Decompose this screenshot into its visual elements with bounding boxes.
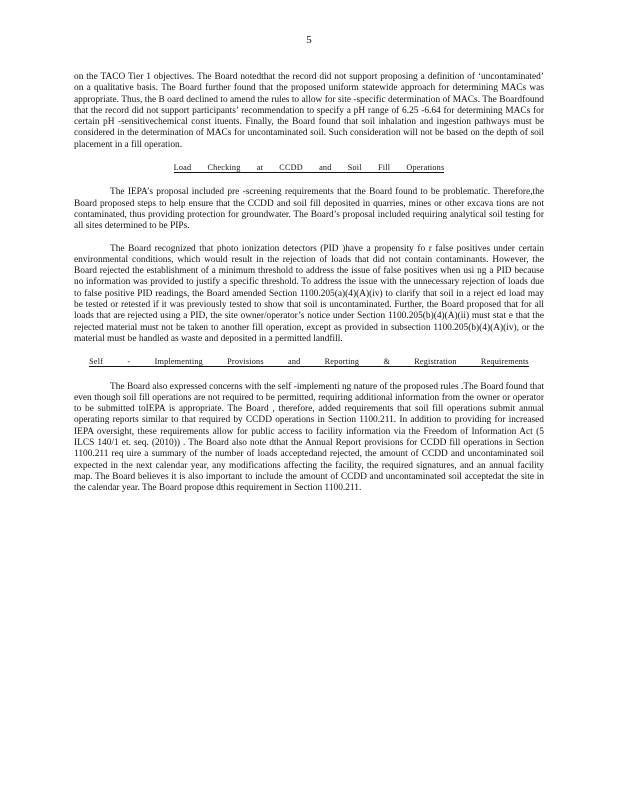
section-heading-text: Self - Implementing Provisions and Reporting & Registration Requirements (89, 357, 529, 367)
paragraph-annual-reports: The Board also expressed concerns with the self -implementi ng nature of the proposed rules .The Board found that even though soil fill operations are not required to be permitted, requiring additional information from the owner or operator to be submitted toIEPA is appropriate. The Board , therefore, added requirements that soil fill operations submit annual operating reports similar to that required by CCDD operations in Section 1100.211. In addition to providing for increased IEPA oversight, these requirements allow for public access to facility information via the Freedom of Information Act (5 ILCS 140/1 et. seq. (2010)) . The Board also note dthat the Annual Report provisions for CCDD fill operations in Section 1100.211 req uire a summary of the number of loads acceptedand rejected, the amount of CCDD and uncontaminated soil expected in the next calendar year, any modifications affecting the facility, the required signatures, and an annual facility map. The Board believes it is also important to include the amount of CCDD and uncontaminated soil acceptedat the site in the calendar year. The Board propose dthis requirement in Section 1100.211. (74, 381, 544, 494)
page-number: 5 (306, 34, 312, 46)
paragraph-pre-screening: The IEPA’s proposal included pre -screening requirements that the Board found to be problematic. Therefore,the Board proposed steps to help ensure that the CCDD and soil fill deposited in quarries, mines or other excava tions are not contaminated, thus providing protection for groundwater. The Board’s proposal included requiring analytical soil testing for all sites determined to be PIPs. (74, 187, 544, 232)
document-body (74, 72, 544, 506)
paragraph-taco-objectives: on the TACO Tier 1 objectives. The Board notedthat the record did not support proposing a definition of ‘uncontaminated’ on a qualitative basis. The Board further found that the proposed uniform statewide approach for determining MACs was appropriate. Thus, the B oard declined to amend the rules to allow for site -specific determination of MACs. The Boardfound that the record did not support participants’ recommendation to specify a pH range of 6.25 -6.64 for determining MACs for certain pH -sensitivechemical const ituents. Finally, the Board found that soil inhalation and ingestion pathways must be considered in the determination of MACs for uncontaminated soil. Such consideration will not be based on the depth of soil placement in a fill operation. (74, 72, 544, 150)
paragraph-pid-false-positives: The Board recognized that photo ionization detectors (PID )have a propensity fo r false positives under certain environmental conditions, which would result in the rejection of loads that did not contain contaminants. However, the Board rejected the establishment of a minimum threshold to address the issue of false positives when usi ng a PID because no information was provided to justify a specific threshold. To address the issue with the unnecessary rejection of loads due to false positive PID readings, the Board amended Section 1100.205(a)(4)(A)(iv) to clarify that soil in a reject ed load may be tested or retested if it was previously tested to show that soil is uncontaminated. Further, the Board proposed that for all loads that are rejected using a PID, the site owner/operator’s notice under Section 1100.205(b)(4)(A)(ii) must stat e that the rejected material must not be taken to another fill operation, except as provided in subsection 1100.205(b)(4)(A)(iv), or the material must be handled as waste and deposited in a permitted landfill. (74, 243, 544, 344)
section-heading-self-implementing (74, 356, 544, 367)
section-heading-load-checking (74, 162, 544, 173)
section-heading-text: Load Checking at CCDD and Soil Fill Operations (173, 163, 445, 173)
